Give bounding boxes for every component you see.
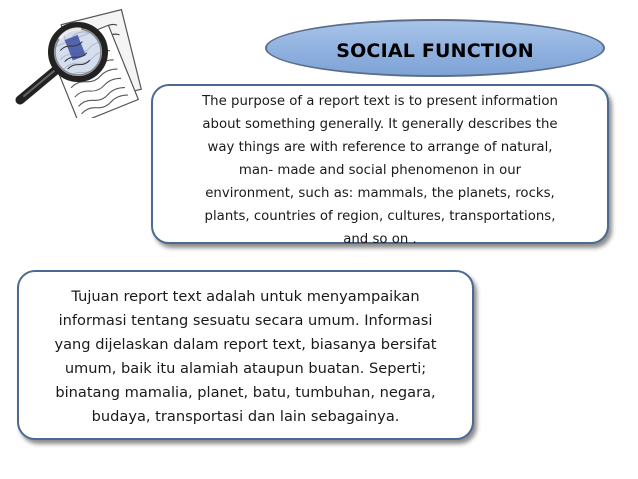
english-line: The purpose of a report text is to present information — [202, 94, 558, 109]
magnifying-glass-over-document-icon — [10, 8, 160, 118]
title-banner — [265, 19, 605, 77]
english-line: about something generally. It generally describes the — [202, 117, 558, 132]
indonesian-line: informasi tentang sesuatu secara umum. Informasi — [58, 312, 433, 329]
english-description-box — [151, 84, 609, 247]
english-line: and so on . — [343, 232, 417, 247]
indonesian-line: binatang mamalia, planet, batu, tumbuhan, negara, — [55, 384, 436, 401]
english-line: way things are with reference to arrange of natural, — [207, 140, 553, 155]
slide-title: SOCIAL FUNCTION — [336, 40, 534, 62]
english-line: environment, such as: mammals, the planets, rocks, — [205, 186, 555, 201]
english-line: plants, countries of region, cultures, transportations, — [204, 209, 556, 224]
english-line: man- made and social phenomenon in our — [238, 163, 522, 178]
indonesian-line: umum, baik itu alamiah ataupun buatan. Seperti; — [64, 360, 427, 377]
indonesian-line: yang dijelaskan dalam report text, biasanya bersifat — [54, 336, 437, 353]
indonesian-description-box — [17, 270, 474, 440]
indonesian-line: budaya, transportasi dan lain sebagainya. — [91, 408, 400, 425]
indonesian-line: Tujuan report text adalah untuk menyampaikan — [71, 288, 420, 305]
